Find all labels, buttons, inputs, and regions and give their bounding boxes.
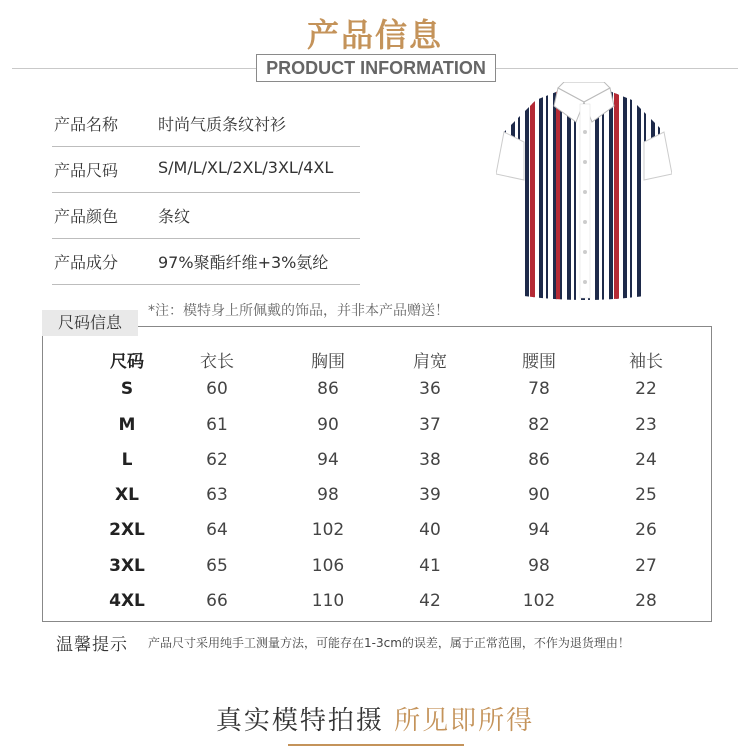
size-cell: 102: [311, 520, 345, 540]
size-cell: S: [120, 379, 134, 399]
footer-slogan-part1: 真实模特拍摄: [215, 706, 384, 736]
size-cell: 3XL: [109, 556, 145, 576]
section-title-cn: 产品信息: [306, 16, 443, 54]
size-cell: 98: [528, 556, 550, 576]
size-cell: 65: [206, 556, 228, 576]
size-cell: 25: [635, 485, 657, 505]
section-title-en-wrap: [0, 54, 750, 84]
info-label: 产品成分: [54, 253, 119, 272]
title-divider-left: [12, 68, 256, 69]
size-info-tab: 尺码信息: [42, 310, 138, 336]
size-header-waist: 腰围: [522, 352, 556, 372]
info-value: 时尚气质条纹衬衫: [158, 115, 287, 134]
size-header-chest: 胸围: [311, 352, 345, 372]
size-cell: 63: [206, 485, 228, 505]
size-cell: 39: [419, 485, 441, 505]
size-cell: M: [118, 415, 136, 435]
size-cell: 62: [206, 450, 228, 470]
size-cell: 22: [635, 379, 657, 399]
size-cell: 26: [635, 520, 657, 540]
size-header-length: 衣长: [200, 352, 234, 372]
footer-slogan: [0, 700, 750, 737]
size-cell: 78: [528, 379, 550, 399]
size-cell: 94: [528, 520, 550, 540]
info-value: 条纹: [158, 207, 191, 226]
size-cell: 106: [311, 556, 345, 576]
size-cell: 23: [635, 415, 657, 435]
info-row-color: [52, 192, 360, 239]
size-cell: L: [121, 450, 133, 470]
info-label: 产品尺码: [54, 161, 119, 180]
tip-label: 温馨提示: [56, 635, 128, 655]
size-cell: 102: [522, 591, 556, 611]
size-cell: 40: [419, 520, 441, 540]
size-cell: 28: [635, 591, 657, 611]
size-cell: 98: [317, 485, 339, 505]
size-cell: 82: [528, 415, 550, 435]
size-cell: 27: [635, 556, 657, 576]
size-cell: 2XL: [109, 520, 145, 540]
size-cell: 94: [317, 450, 339, 470]
size-cell: 61: [206, 415, 228, 435]
size-cell: XL: [115, 485, 139, 505]
tip-text: 产品尺寸采用纯手工测量方法，可能存在1-3cm的误差，属于正常范围，不作为退货理由！: [148, 636, 630, 650]
size-cell: 110: [311, 591, 345, 611]
info-row-material: [52, 238, 360, 285]
size-table: [42, 326, 712, 622]
info-row-name: [52, 100, 360, 147]
info-value: S/M/L/XL/2XL/3XL/4XL: [158, 158, 334, 177]
size-cell: 41: [419, 556, 441, 576]
accessory-note: *注：模特身上所佩戴的饰品，并非本产品赠送！: [148, 303, 449, 319]
shirt-product-image: [496, 82, 672, 304]
size-header-shoulder: 肩宽: [413, 352, 447, 372]
info-label: 产品名称: [54, 115, 119, 134]
info-value: 97%聚酯纤维+3%氨纶: [158, 253, 329, 272]
footer-slogan-part2: 所见即所得: [394, 706, 535, 736]
size-cell: 36: [419, 379, 441, 399]
size-cell: 4XL: [109, 591, 145, 611]
size-cell: 42: [419, 591, 441, 611]
info-label: 产品颜色: [54, 207, 119, 226]
size-cell: 60: [206, 379, 228, 399]
size-cell: 86: [528, 450, 550, 470]
title-divider-right: [496, 68, 738, 69]
info-row-size: [52, 146, 360, 193]
size-cell: 24: [635, 450, 657, 470]
size-cell: 66: [206, 591, 228, 611]
footer-underline: [288, 744, 464, 746]
size-cell: 90: [528, 485, 550, 505]
size-header-size: 尺码: [110, 352, 144, 372]
section-title-en: PRODUCT INFORMATION: [256, 54, 496, 82]
size-cell: 90: [317, 415, 339, 435]
size-header-sleeve: 袖长: [629, 352, 663, 372]
size-cell: 64: [206, 520, 228, 540]
size-cell: 38: [419, 450, 441, 470]
size-cell: 86: [317, 379, 339, 399]
size-cell: 37: [419, 415, 441, 435]
